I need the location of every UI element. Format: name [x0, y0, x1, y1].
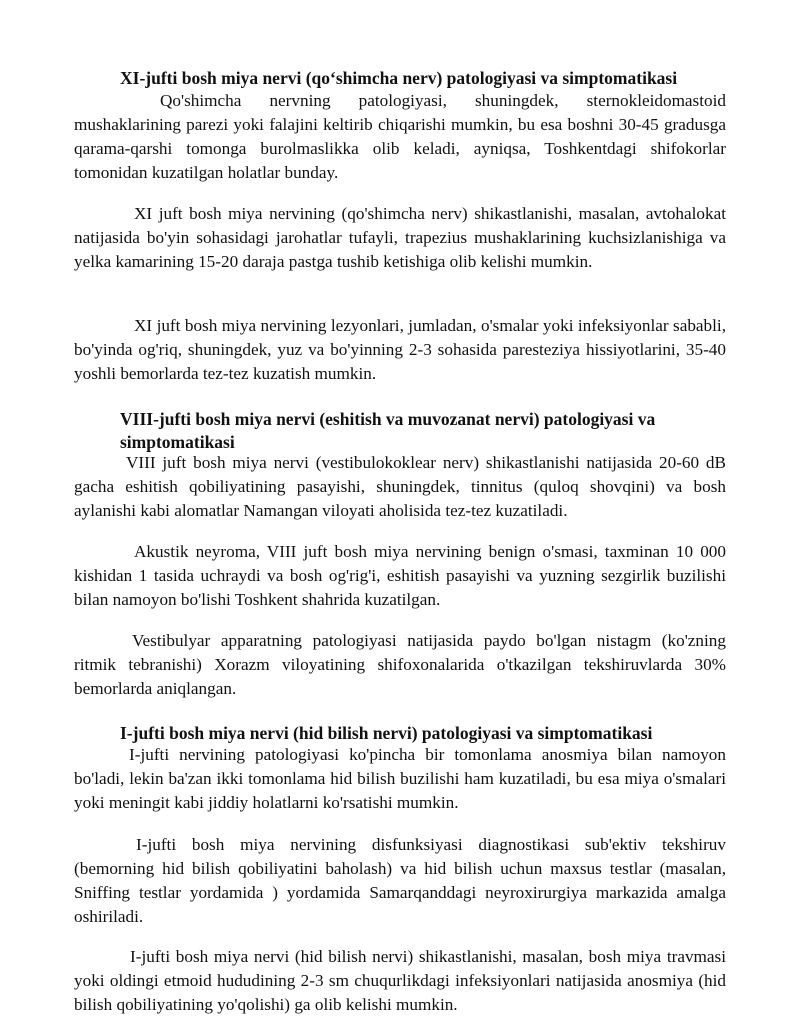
paragraph-xi-2: XI juft bosh miya nervining (qo'shimcha nerv) shikastlanishi, masalan, avtohalokat natijasida bo'yin sohasidagi jarohatlar tufayli, trapezius mushaklarining kuchsizlanishiga va yelka kamarining 15-20 daraja pastga tushib ketishiga olib kelishi mumkin.: [74, 204, 726, 271]
paragraph-i-3: I-jufti bosh miya nervi (hid bilish nervi) shikastlanishi, masalan, bosh miya travmasi yoki oldingi etmoid hududining 2-3 sm chuqurlikdagi infeksiyonlari natijasida anosmiya (hid bilish qobiliyatining yo'qolishi) ga olib kelishi mumkin.: [74, 947, 726, 1014]
section-heading-viii: VIII-jufti bosh miya nervi (eshitish va muvozanat nervi) patologiyasi va simptomatikasi: [120, 409, 656, 452]
section-heading-xi: XI-jufti bosh miya nervi (qo‘shimcha nerv) patologiyasi va simptomatikasi: [120, 68, 678, 88]
paragraph-i-2: I-jufti bosh miya nervining disfunksiyasi diagnostikasi sub'ektiv tekshiruv (bemorning hid bilish qobiliyatini baholash) va hid bilish uchun maxsus testlar (masalan, Sniffing testlar yordamida ) yordamida Samarqanddagi neyroxirurgiya markazida amalga oshiriladi.: [74, 835, 726, 926]
paragraph-viii-2: Akustik neyroma, VIII juft bosh miya nervining benign o'smasi, taxminan 10 000 kishidan 1 tasida uchraydi va bosh og'rig'i, eshitish pasayishi va yuzning sezgirlik buzilishi bilan namoyon bo'lishi Toshkent shahrida kuzatilgan.: [74, 542, 726, 609]
section-heading-i: I-jufti bosh miya nervi (hid bilish nervi) patologiyasi va simptomatikasi: [120, 723, 653, 743]
paragraph-viii-3: Vestibulyar apparatning patologiyasi natijasida paydo bo'lgan nistagm (ko'zning ritmik tebranishi) Xorazm viloyatining shifoxonalarida o'tkazilgan tekshiruvlarda 30% bemorlarda aniqlangan.: [74, 631, 726, 698]
paragraph-xi-1: Qo'shimcha nervning patologiyasi, shuningdek, sternokleidomastoid mushaklarining parezi yoki falajini keltirib chiqarishi mumkin, bu esa boshni 30-45 gradusga qarama-qarshi tomonga burolmaslikka olib keladi, ayniqsa, Toshkentdagi shifokorlar tomonidan kuzatilgan holatlar bunday.: [74, 91, 726, 182]
paragraph-i-1: I-jufti nervining patologiyasi ko'pincha bir tomonlama anosmiya bilan namoyon bo'ladi, lekin ba'zan ikki tomonlama hid bilish buzilishi ham kuzatiladi, bu esa miya o'smalari yoki meningit kabi jiddiy holatlarni ko'rsatishi mumkin.: [74, 745, 726, 812]
paragraph-xi-3: XI juft bosh miya nervining lezyonlari, jumladan, o'smalar yoki infeksiyonlar sababli, bo'yinda og'riq, shuningdek, yuz va bo'yinning 2-3 sohasida paresteziya hissiyotlarini, 35-40 yoshli bemorlarda tez-tez kuzatish mumkin.: [74, 316, 726, 383]
paragraph-viii-1: VIII juft bosh miya nervi (vestibulokoklear nerv) shikastlanishi natijasida 20-60 dB gacha eshitish qobiliyatining pasayishi, shuningdek, tinnitus (quloq shovqini) va bosh aylanishi kabi alomatlar Namangan viloyati aholisida tez-tez kuzatiladi.: [74, 453, 726, 520]
